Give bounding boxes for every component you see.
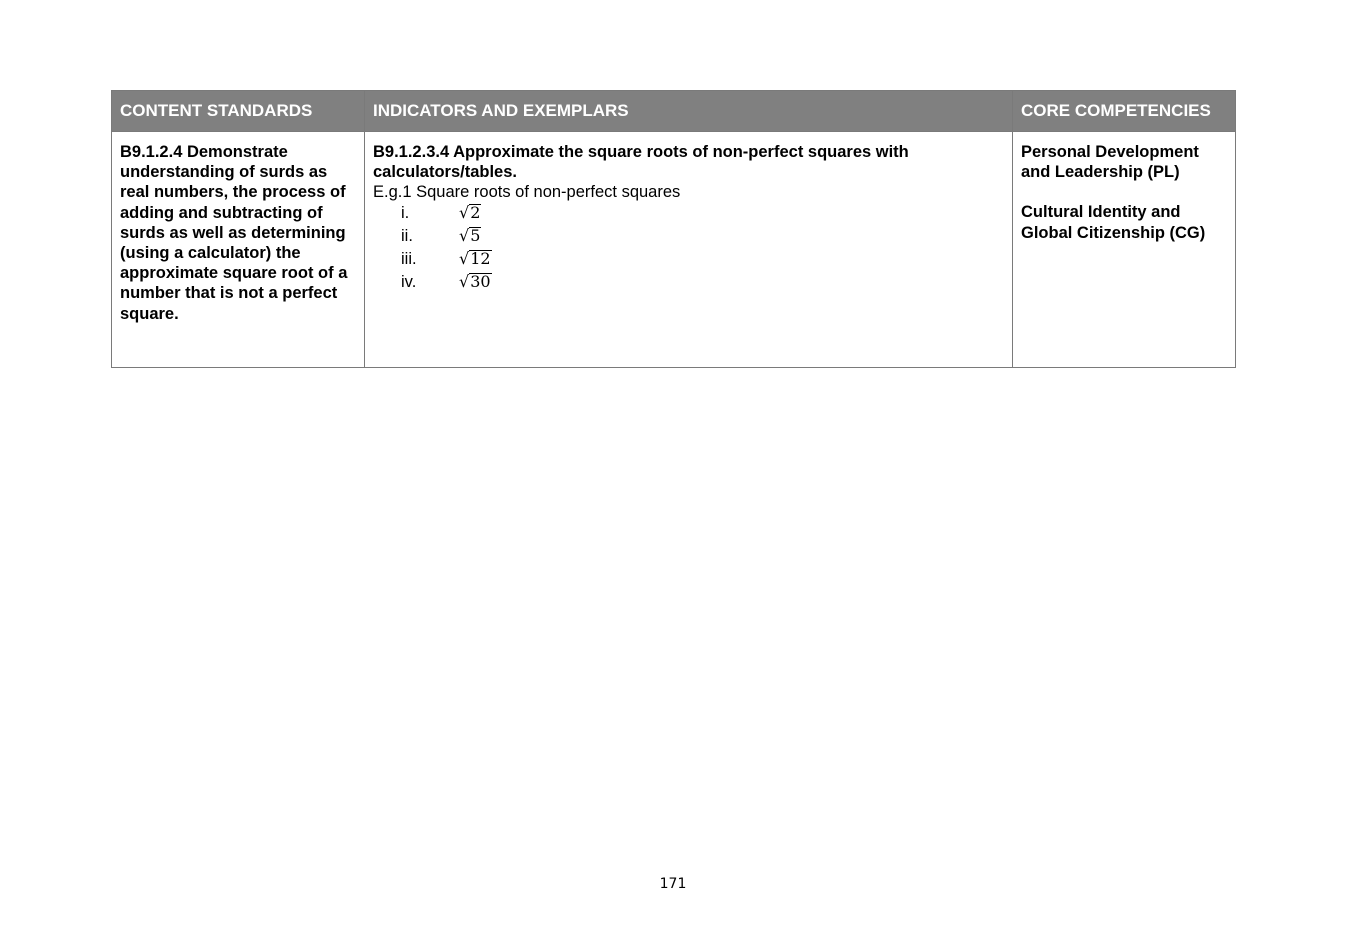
radical-sign: √ — [459, 271, 470, 291]
header-content-standards: CONTENT STANDARDS — [112, 91, 365, 132]
content-standard-cell — [112, 132, 365, 368]
list-item — [401, 203, 1004, 226]
example-number: ii. — [401, 226, 413, 245]
list-item — [401, 249, 1004, 272]
header-indicators-exemplars: INDICATORS AND EXEMPLARS — [365, 91, 1013, 132]
example-heading: E.g.1 Square roots of non-perfect squares — [373, 183, 681, 202]
radicand: 30 — [470, 271, 491, 291]
example-list — [373, 203, 1004, 295]
radical-sign: √ — [459, 225, 470, 245]
square-root-expression — [459, 249, 492, 269]
list-item — [401, 272, 1004, 295]
header-row — [112, 91, 1236, 132]
competencies-cell — [1013, 132, 1236, 368]
indicator-cell — [365, 132, 1013, 368]
content-standard-text: B9.1.2.4 Demonstrate understanding of surds as real numbers, the process of adding and subtracting of surds as well as determining (using a calculator) the approximate square root of a number that is not a perfect square. — [120, 143, 348, 323]
example-number: i. — [401, 203, 410, 222]
example-number: iii. — [401, 249, 417, 268]
curriculum-table — [111, 90, 1236, 368]
square-root-expression — [459, 272, 492, 292]
example-number: iv. — [401, 272, 417, 291]
page-number: 171 — [659, 876, 687, 892]
table-row — [112, 132, 1236, 368]
radical-sign: √ — [459, 202, 470, 222]
competency-item: Personal Development and Leadership (PL) — [1021, 143, 1199, 182]
radicand: 5 — [470, 225, 481, 245]
competency-item: Cultural Identity and Global Citizenship (CG) — [1021, 203, 1206, 242]
radical-sign: √ — [459, 248, 470, 268]
list-item — [401, 226, 1004, 249]
radicand: 2 — [470, 202, 481, 222]
indicator-title: B9.1.2.3.4 Approximate the square roots of non-perfect squares with calculators/tables. — [373, 143, 909, 182]
radicand: 12 — [470, 248, 491, 268]
square-root-expression — [459, 226, 481, 246]
header-core-competencies: CORE COMPETENCIES — [1013, 91, 1236, 132]
square-root-expression — [459, 203, 481, 223]
